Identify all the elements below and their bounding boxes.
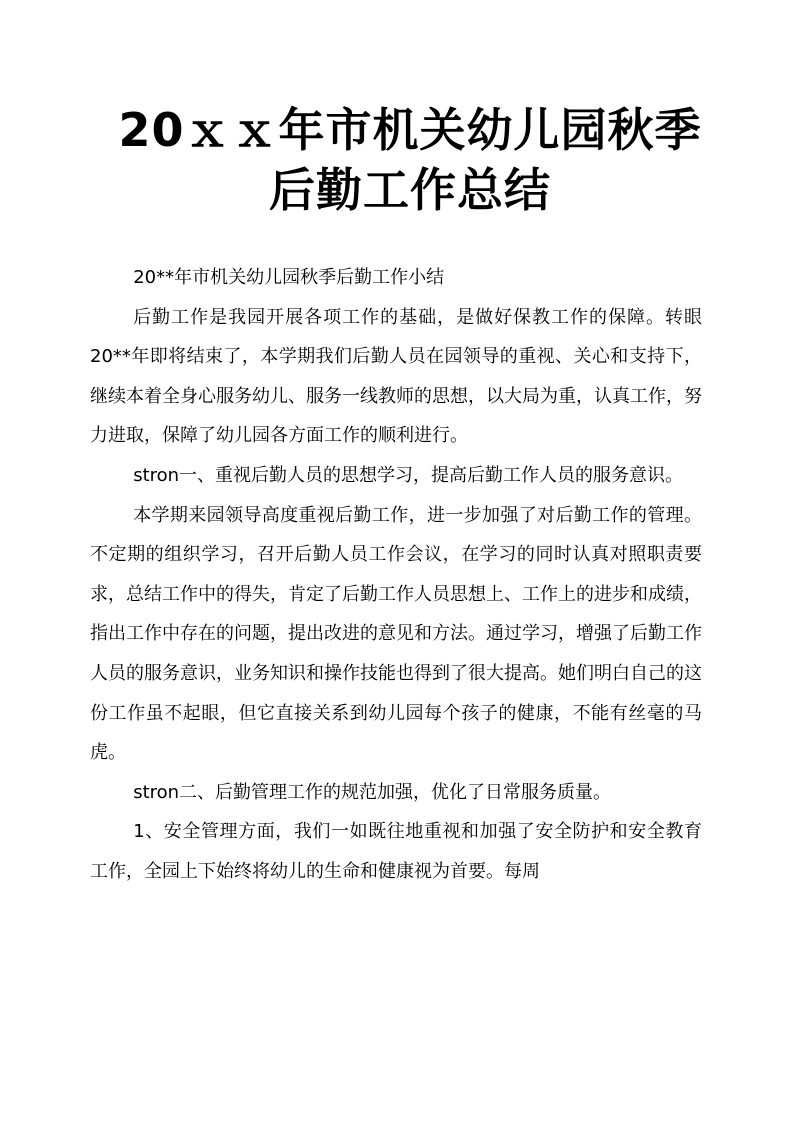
subtitle-paragraph: 20**年市机关幼儿园秋季后勤工作小结 [133,267,445,288]
section-heading-2: stron二、后勤管理工作的规范加强，优化了日常服务质量。 [133,781,612,803]
intro-paragraph: 后勤工作是我园开展各项工作的基础，是做好保教工作的保障。转眼20**年即将结束了，本学期我们后勤人员在园领导的重视、关心和支持下，继续本着全身心服务幼儿、服务一线教师的思想，以大局为重，认真工作，努力进取，保障了幼儿园各方面工作的顺利进行。 [90,306,702,447]
title-line-2: 后勤工作总结 [269,163,551,217]
body-paragraph: 1、安全管理方面，我们一如既往地重视和加强了安全防护和安全教育工作，全园上下始终将幼儿的生命和健康视为首要。每周 [90,821,702,882]
title-line-1: 20ｘｘ年市机关幼儿园秋季 [118,103,702,157]
body-paragraph: 本学期来园领导高度重视后勤工作，进一步加强了对后勤工作的管理。不定期的组织学习，召开后勤人员工作会议，在学习的同时认真对照职责要求，总结工作中的得失，肯定了后勤工作人员思想上、工作上的进步和成绩，指出工作中存在的问题，提出改进的意见和方法。通过学习，增强了后勤工作人员的服务意识，业务知识和操作技能也得到了很大提高。她们明白自己的这份工作虽不起眼，但它直接关系到幼儿园每个孩子的健康，不能有丝毫的马虎。 [90,504,702,764]
section-heading-1: stron一、重视后勤人员的思想学习，提高后勤工作人员的服务意识。 [133,464,684,486]
document-body [90,258,702,892]
document-title [60,100,760,220]
